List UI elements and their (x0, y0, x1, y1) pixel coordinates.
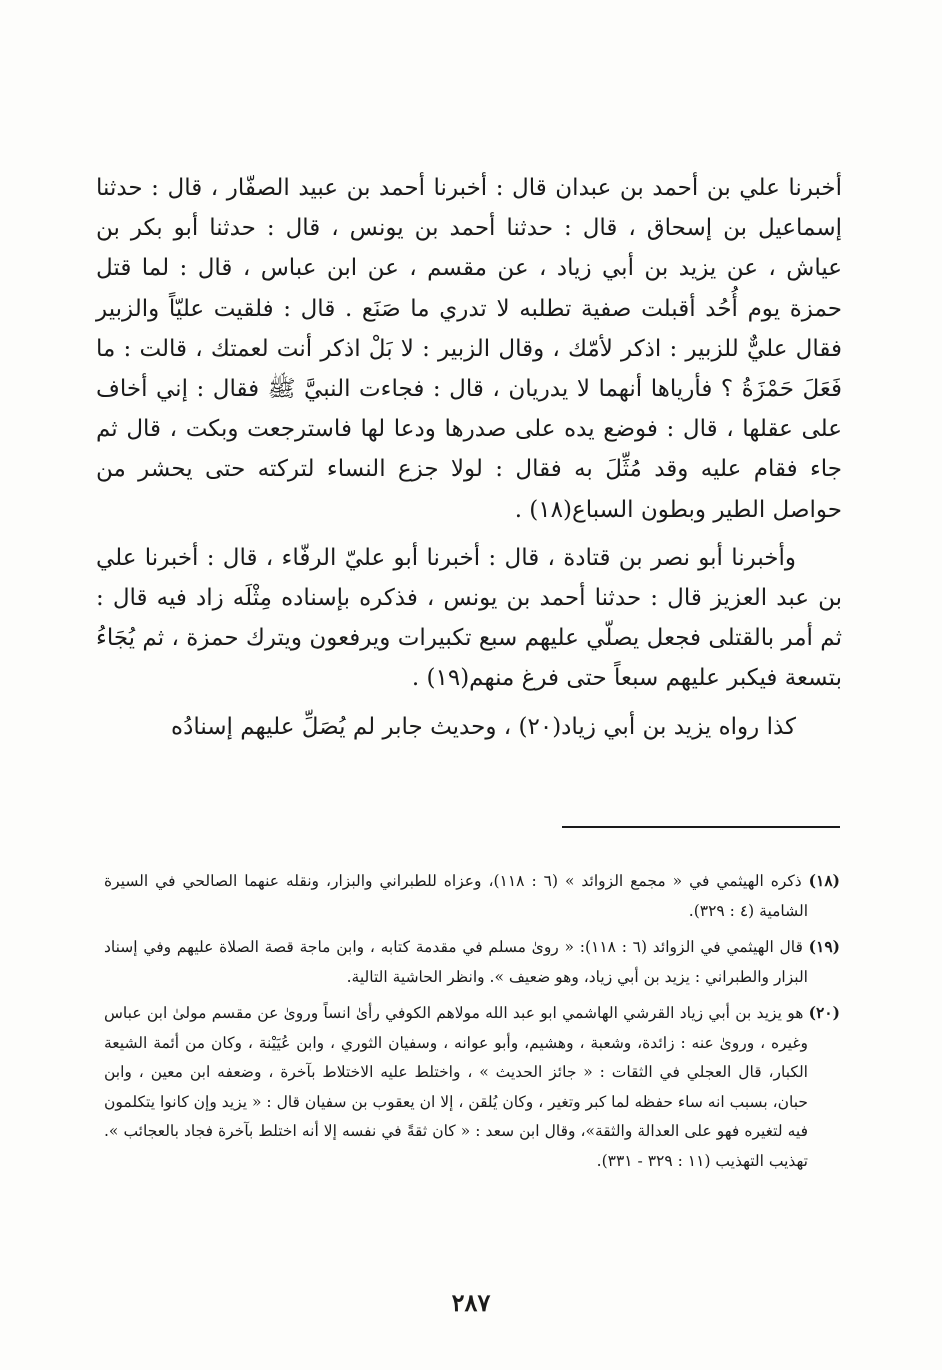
paragraph-1: أخبرنا علي بن أحمد بن عبدان قال : أخبرنا أحمد بن عبيد الصفّار ، قال : حدثنا إسماعيل بن إسحاق ، قال : حدثنا أحمد بن يونس ، قال : حدثنا أبو بكر بن عياش ، عن يزيد بن أبي زياد ، عن مقسم ، عن ابن عباس ، قال : لما قتل حمزة يوم أُحُد أقبلت صفية تطلبه لا تدري ما صَنَع . قال : فلقيت عليّاً والزبير فقال عليٌّ للزبير : اذكر لأمّك ، وقال الزبير : لا بَلْ اذكر أنت لعمتك ، قالت : ما فَعَلَ حَمْزَةُ ؟ فأرياها أنهما لا يدريان ، قال : فجاءت النبيَّ ﷺ فقال : إني أخاف على عقلها ، قال : فوضع يده على صدرها ودعا لها فاسترجعت وبكت ، قال ثم جاء فقام عليه وقد مُثِّلَ به فقال : لولا جزع النساء لتركته حتى يحشر من حواصل الطير وبطون السباع(١٨) . (96, 175, 842, 523)
main-text (96, 168, 842, 747)
footnote-number: (١٩) (808, 937, 840, 956)
footnote-separator (562, 826, 840, 828)
footnote-number: (٢٠) (808, 1003, 840, 1022)
footnote-text: ذكره الهيثمي في « مجمع الزوائد » (٦ : ١١٨)، وعزاه للطبراني والبزار، ونقله عنهما الصالحي في السيرة الشامية (٤ : ٣٢٩). (104, 872, 808, 920)
page-number: ٢٨٧ (451, 1288, 491, 1317)
footnote-number: (١٨) (808, 871, 841, 890)
footnotes (104, 866, 840, 1182)
footnote-text: قال الهيثمي في الزوائد (٦ : ١١٨): « رویٰ مسلم في مقدمة كتابه ، وابن ماجة قصة الصلاة عليهم وفي إسناد البزار والطبراني : يزيد بن أبي زياد، وهو ضعيف ». وانظر الحاشية التالية. (104, 938, 808, 986)
paragraph-3: كذا رواه يزيد بن أبي زياد(٢٠) ، وحديث جابر لم يُصَلِّ عليهم إسنادُه (171, 713, 796, 740)
footnote-18 (104, 866, 840, 926)
paragraph-2: وأخبرنا أبو نصر بن قتادة ، قال : أخبرنا أبو عليّ الرفّاء ، قال : أخبرنا علي بن عبد العزيز قال : حدثنا أحمد بن يونس ، فذكره بإسناده مِثْلَه زاد فيه قال : ثم أمر بالقتلى فجعل يصلّي عليهم سبع تكبيرات ويرفعون ويترك حمزة ، ثم يُجَاءُ بتسعة فيكبر عليهم سبعاً حتى فرغ منهم(١٩) . (96, 544, 842, 692)
footnote-20 (104, 998, 840, 1176)
footnote-19 (104, 932, 840, 992)
footnote-text: هو يزيد بن أبي زياد القرشي الهاشمي ابو عبد الله مولاهم الكوفي رأىٰ انساً وروىٰ عن مقسم مولىٰ ابن عباس وغيره ، وروىٰ عنه : زائدة، وشعبة ، وهشيم، وأبو عوانه ، وسفيان الثوري ، وابن عُيَيْنة ، وكان من أئمة الشيعة الكبار، قال العجلي في الثقات : « جائز الحديث » ، واختلط عليه الاختلاط بآخرة ، وضعفه ابن معين ، وابن حبان، بسبب انه ساء حفظه لما كبر وتغير ، وكان يُلقن ، إلا ان يعقوب بن سفيان قال : « يزيد وإن كانوا يتكلمون فيه لتغيره فهو على العدالة والثقة»، وقال ابن سعد : « كان ثقةً في نفسه إلا أنه اختلط بآخرة فجاد بالعجائب ». تهذيب التهذيب (١١ : ٣٢٩ - ٣٣١). (104, 1004, 808, 1170)
